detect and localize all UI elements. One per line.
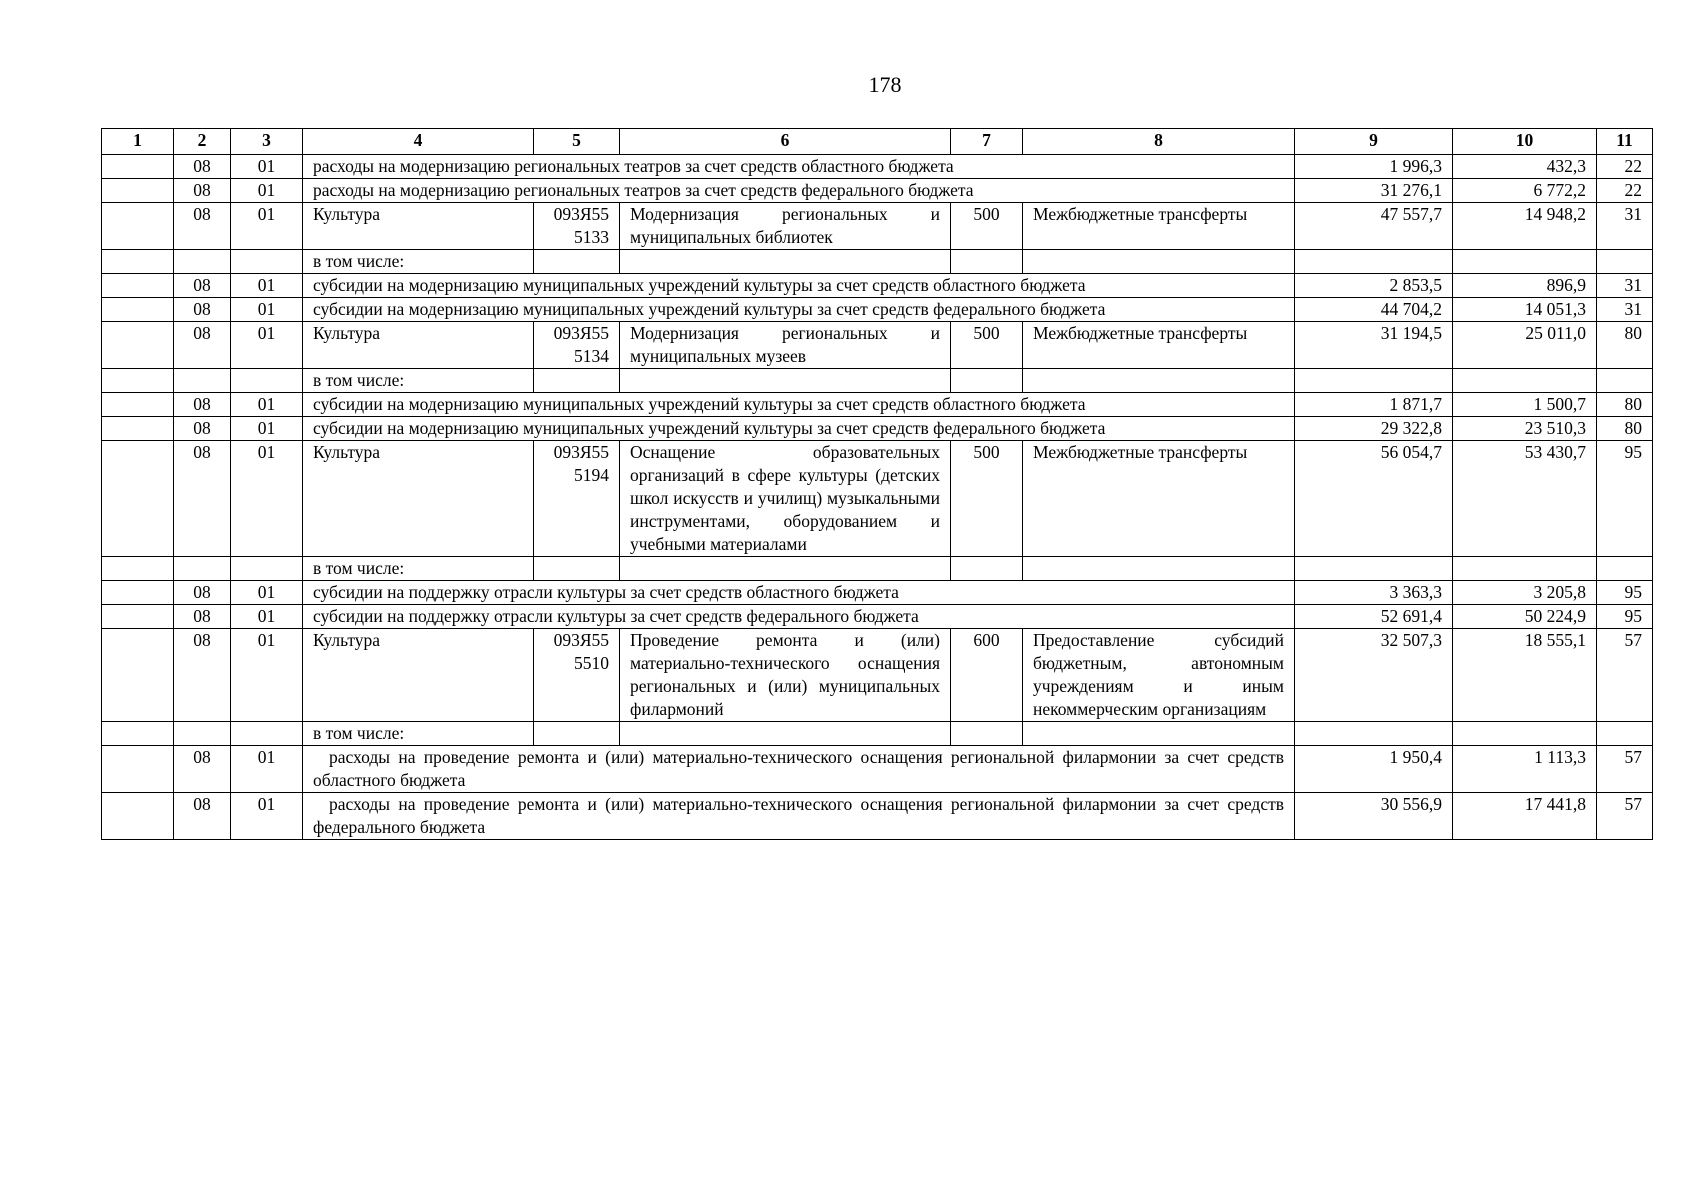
- cell-empty: [102, 322, 174, 369]
- col-header-9: 9: [1295, 129, 1453, 155]
- cell-empty: [231, 722, 303, 746]
- col-header-4: 4: [303, 129, 534, 155]
- cell-expense-type: 500: [951, 203, 1023, 250]
- cell-empty: [1453, 722, 1597, 746]
- cell-percent: 31: [1597, 274, 1653, 298]
- cell-description: расходы на проведение ремонта и (или) материально-технического оснащения региональной филармонии за счет средств федерального бюджета: [303, 793, 1295, 840]
- cell-amount-10: 1 113,3: [1453, 746, 1597, 793]
- cell-amount-9: 31 194,5: [1295, 322, 1453, 369]
- table-row: [102, 393, 1653, 417]
- cell-percent: 22: [1597, 155, 1653, 179]
- cell-empty: [951, 369, 1023, 393]
- cell-expense-name: Предоставление субсидий бюджетным, автономным учреждениям и иным некоммерческим организациям: [1023, 629, 1295, 722]
- cell-amount-10: 432,3: [1453, 155, 1597, 179]
- cell-description: субсидии на модернизацию муниципальных учреждений культуры за счет средств федерального бюджета: [303, 417, 1295, 441]
- cell-empty: [102, 393, 174, 417]
- cell-description: субсидии на поддержку отрасли культуры за счет средств федерального бюджета: [303, 605, 1295, 629]
- cell-section: 08: [174, 393, 231, 417]
- table-row: [102, 629, 1653, 722]
- col-header-1: 1: [102, 129, 174, 155]
- cell-amount-10: 25 011,0: [1453, 322, 1597, 369]
- table-row: [102, 793, 1653, 840]
- cell-subsection: 01: [231, 417, 303, 441]
- cell-expense-name: Межбюджетные трансферты: [1023, 322, 1295, 369]
- cell-empty: [102, 250, 174, 274]
- col-header-3: 3: [231, 129, 303, 155]
- cell-empty: [620, 250, 951, 274]
- col-header-2: 2: [174, 129, 231, 155]
- cell-amount-10: 14 051,3: [1453, 298, 1597, 322]
- cell-subsection: 01: [231, 746, 303, 793]
- cell-program-name: Модернизация региональных и муниципальных музеев: [620, 322, 951, 369]
- cell-section: 08: [174, 179, 231, 203]
- cell-amount-9: 32 507,3: [1295, 629, 1453, 722]
- col-header-6: 6: [620, 129, 951, 155]
- cell-section: 08: [174, 746, 231, 793]
- table-row: [102, 441, 1653, 557]
- cell-percent: 31: [1597, 298, 1653, 322]
- cell-amount-10: 23 510,3: [1453, 417, 1597, 441]
- cell-description: субсидии на модернизацию муниципальных учреждений культуры за счет средств областного бюджета: [303, 393, 1295, 417]
- cell-subsection: 01: [231, 581, 303, 605]
- cell-empty: [620, 557, 951, 581]
- cell-empty: [102, 203, 174, 250]
- cell-description: расходы на проведение ремонта и (или) материально-технического оснащения региональной филармонии за счет средств областного бюджета: [303, 746, 1295, 793]
- cell-percent: 95: [1597, 605, 1653, 629]
- cell-expense-name: Межбюджетные трансферты: [1023, 441, 1295, 557]
- cell-description: субсидии на модернизацию муниципальных учреждений культуры за счет средств федерального бюджета: [303, 298, 1295, 322]
- cell-amount-9: 3 363,3: [1295, 581, 1453, 605]
- cell-amount-9: 52 691,4: [1295, 605, 1453, 629]
- cell-description: расходы на модернизацию региональных театров за счет средств федерального бюджета: [303, 179, 1295, 203]
- cell-section: 08: [174, 155, 231, 179]
- table-row: [102, 179, 1653, 203]
- cell-empty: [1295, 369, 1453, 393]
- col-header-5: 5: [534, 129, 620, 155]
- table-row: [102, 322, 1653, 369]
- cell-target-code: 093Я55 5194: [534, 441, 620, 557]
- cell-expense-type: 500: [951, 322, 1023, 369]
- cell-subsection: 01: [231, 629, 303, 722]
- cell-empty: [1597, 557, 1653, 581]
- table-row: [102, 155, 1653, 179]
- cell-percent: 80: [1597, 322, 1653, 369]
- cell-percent: 31: [1597, 203, 1653, 250]
- cell-amount-10: 1 500,7: [1453, 393, 1597, 417]
- cell-empty: [951, 722, 1023, 746]
- cell-program-name: Оснащение образовательных организаций в сфере культуры (детских школ искусств и училищ) музыкальными инструментами, оборудованием и учебными материалами: [620, 441, 951, 557]
- cell-empty: [102, 722, 174, 746]
- cell-section: 08: [174, 203, 231, 250]
- cell-empty: [951, 557, 1023, 581]
- cell-empty: [534, 722, 620, 746]
- cell-subsection: 01: [231, 322, 303, 369]
- cell-percent: 22: [1597, 179, 1653, 203]
- col-header-11: 11: [1597, 129, 1653, 155]
- cell-amount-10: 6 772,2: [1453, 179, 1597, 203]
- page-number: 178: [868, 72, 902, 97]
- cell-percent: 80: [1597, 417, 1653, 441]
- cell-empty: [1453, 557, 1597, 581]
- cell-percent: 80: [1597, 393, 1653, 417]
- cell-section: 08: [174, 441, 231, 557]
- cell-empty: [1023, 250, 1295, 274]
- cell-empty: [1023, 722, 1295, 746]
- cell-amount-10: 50 224,9: [1453, 605, 1597, 629]
- cell-empty: [534, 250, 620, 274]
- cell-subsection: 01: [231, 203, 303, 250]
- cell-empty: [1597, 250, 1653, 274]
- cell-empty: [102, 746, 174, 793]
- table-row: [102, 250, 1653, 274]
- cell-empty: [620, 369, 951, 393]
- cell-section: 08: [174, 581, 231, 605]
- cell-program-name: Проведение ремонта и (или) материально-технического оснащения региональных и (или) муниципальных филармоний: [620, 629, 951, 722]
- cell-empty: [102, 605, 174, 629]
- cell-target-code: 093Я55 5510: [534, 629, 620, 722]
- cell-empty: [174, 250, 231, 274]
- table-row: [102, 605, 1653, 629]
- cell-expense-type: 500: [951, 441, 1023, 557]
- cell-amount-9: 2 853,5: [1295, 274, 1453, 298]
- cell-empty: [102, 274, 174, 298]
- cell-percent: 57: [1597, 793, 1653, 840]
- cell-subsection: 01: [231, 155, 303, 179]
- cell-amount-10: 17 441,8: [1453, 793, 1597, 840]
- cell-section: 08: [174, 417, 231, 441]
- cell-amount-9: 31 276,1: [1295, 179, 1453, 203]
- cell-including-label: в том числе:: [303, 722, 534, 746]
- cell-empty: [174, 369, 231, 393]
- cell-percent: 57: [1597, 746, 1653, 793]
- cell-amount-10: 18 555,1: [1453, 629, 1597, 722]
- table-row: [102, 298, 1653, 322]
- budget-table: [101, 128, 1653, 840]
- col-header-8: 8: [1023, 129, 1295, 155]
- cell-amount-9: 47 557,7: [1295, 203, 1453, 250]
- cell-percent: 57: [1597, 629, 1653, 722]
- cell-empty: [102, 793, 174, 840]
- table-row: [102, 722, 1653, 746]
- cell-empty: [102, 629, 174, 722]
- cell-including-label: в том числе:: [303, 369, 534, 393]
- cell-empty: [102, 441, 174, 557]
- cell-empty: [1023, 557, 1295, 581]
- cell-empty: [102, 369, 174, 393]
- table-row: [102, 369, 1653, 393]
- table-row: [102, 557, 1653, 581]
- cell-section: 08: [174, 298, 231, 322]
- cell-amount-9: 1 871,7: [1295, 393, 1453, 417]
- cell-amount-9: 29 322,8: [1295, 417, 1453, 441]
- cell-empty: [1295, 250, 1453, 274]
- cell-empty: [102, 557, 174, 581]
- cell-section: 08: [174, 605, 231, 629]
- cell-percent: 95: [1597, 581, 1653, 605]
- cell-amount-9: 1 996,3: [1295, 155, 1453, 179]
- cell-including-label: в том числе:: [303, 557, 534, 581]
- cell-empty: [231, 557, 303, 581]
- header-row: [102, 129, 1653, 155]
- cell-empty: [1295, 722, 1453, 746]
- cell-description: субсидии на поддержку отрасли культуры за счет средств областного бюджета: [303, 581, 1295, 605]
- cell-amount-9: 44 704,2: [1295, 298, 1453, 322]
- cell-description: расходы на модернизацию региональных театров за счет средств областного бюджета: [303, 155, 1295, 179]
- table-row: [102, 581, 1653, 605]
- cell-description: субсидии на модернизацию муниципальных учреждений культуры за счет средств областного бюджета: [303, 274, 1295, 298]
- cell-empty: [1023, 369, 1295, 393]
- cell-expense-type: 600: [951, 629, 1023, 722]
- table-row: [102, 417, 1653, 441]
- cell-empty: [1453, 250, 1597, 274]
- cell-including-label: в том числе:: [303, 250, 534, 274]
- cell-amount-10: 53 430,7: [1453, 441, 1597, 557]
- cell-subsection: 01: [231, 605, 303, 629]
- cell-empty: [231, 250, 303, 274]
- cell-empty: [1295, 557, 1453, 581]
- cell-department: Культура: [303, 441, 534, 557]
- cell-department: Культура: [303, 203, 534, 250]
- cell-department: Культура: [303, 322, 534, 369]
- cell-empty: [102, 417, 174, 441]
- cell-department: Культура: [303, 629, 534, 722]
- cell-expense-name: Межбюджетные трансферты: [1023, 203, 1295, 250]
- cell-subsection: 01: [231, 179, 303, 203]
- cell-subsection: 01: [231, 793, 303, 840]
- cell-section: 08: [174, 274, 231, 298]
- col-header-7: 7: [951, 129, 1023, 155]
- cell-empty: [231, 369, 303, 393]
- cell-amount-10: 896,9: [1453, 274, 1597, 298]
- cell-empty: [534, 369, 620, 393]
- cell-section: 08: [174, 322, 231, 369]
- cell-empty: [102, 155, 174, 179]
- cell-empty: [102, 581, 174, 605]
- cell-empty: [174, 722, 231, 746]
- cell-empty: [1597, 369, 1653, 393]
- cell-empty: [534, 557, 620, 581]
- cell-amount-9: 1 950,4: [1295, 746, 1453, 793]
- cell-empty: [620, 722, 951, 746]
- table-row: [102, 203, 1653, 250]
- cell-empty: [951, 250, 1023, 274]
- cell-program-name: Модернизация региональных и муниципальных библиотек: [620, 203, 951, 250]
- cell-empty: [1597, 722, 1653, 746]
- cell-percent: 95: [1597, 441, 1653, 557]
- cell-section: 08: [174, 793, 231, 840]
- cell-target-code: 093Я55 5134: [534, 322, 620, 369]
- cell-subsection: 01: [231, 441, 303, 557]
- table-row: [102, 746, 1653, 793]
- cell-amount-10: 3 205,8: [1453, 581, 1597, 605]
- cell-subsection: 01: [231, 274, 303, 298]
- col-header-10: 10: [1453, 129, 1597, 155]
- cell-target-code: 093Я55 5133: [534, 203, 620, 250]
- cell-empty: [1453, 369, 1597, 393]
- cell-subsection: 01: [231, 393, 303, 417]
- cell-amount-9: 30 556,9: [1295, 793, 1453, 840]
- cell-empty: [102, 298, 174, 322]
- table-row: [102, 274, 1653, 298]
- cell-empty: [102, 179, 174, 203]
- cell-subsection: 01: [231, 298, 303, 322]
- cell-amount-10: 14 948,2: [1453, 203, 1597, 250]
- cell-amount-9: 56 054,7: [1295, 441, 1453, 557]
- cell-section: 08: [174, 629, 231, 722]
- cell-empty: [174, 557, 231, 581]
